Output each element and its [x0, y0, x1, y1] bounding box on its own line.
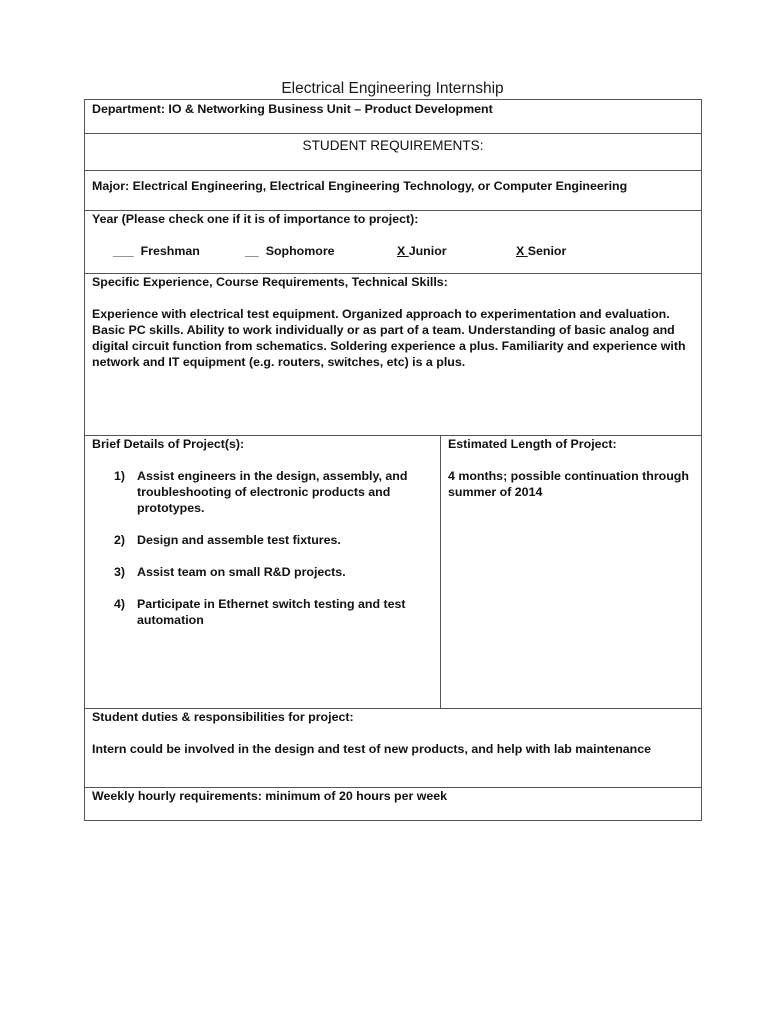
major-cell: Major: Electrical Engineering, Electrical Engineering Technology, or Computer Engineering	[85, 171, 702, 211]
year-option-junior	[397, 243, 447, 259]
project-length-cell	[441, 436, 702, 709]
duties-label: Student duties & responsibilities for project:	[92, 710, 354, 724]
year-name-senior: Senior	[527, 244, 567, 258]
project-list	[92, 468, 433, 628]
year-name-sophomore: Sophomore	[265, 244, 335, 258]
duties-text: Intern could be involved in the design and test of new products, and help with lab maintenance	[92, 742, 652, 756]
year-option-sophomore	[245, 243, 335, 259]
year-name-junior: Junior	[408, 244, 447, 258]
project-details-cell	[85, 436, 441, 709]
project-length-label: Estimated Length of Project:	[448, 437, 617, 451]
list-item: 1) Assist engineers in the design, assembly, and troubleshooting of electronic products and prototypes.	[114, 469, 408, 515]
year-mark-sophomore: __	[245, 244, 259, 258]
weekly-hours-cell: Weekly hourly requirements: minimum of 20 hours per week	[85, 788, 702, 821]
document-title: Electrical Engineering Internship	[281, 80, 504, 97]
year-cell	[85, 211, 702, 274]
student-requirements-heading: STUDENT REQUIREMENTS:	[85, 134, 702, 171]
list-item: 4) Participate in Ethernet switch testing and test automation	[114, 597, 406, 627]
year-label: Year (Please check one if it is of importance to project):	[92, 212, 419, 226]
experience-text: Experience with electrical test equipment. Organized approach to experimentation and evaluation. Basic PC skills. Ability to work individually or as part of a team. Understanding of basic analog and digital circuit function from schematics. Soldering experience a plus. Familiarity and experience with network and IT equipment (e.g. routers, switches, etc) is a plus.	[92, 307, 686, 369]
internship-form-table	[84, 99, 702, 821]
project-length-text: 4 months; possible continuation through summer of 2014	[448, 469, 689, 499]
year-name-freshman: Freshman	[140, 244, 200, 258]
year-options	[92, 243, 694, 259]
experience-label: Specific Experience, Course Requirements, Technical Skills:	[92, 275, 448, 289]
year-mark-junior: X	[397, 244, 406, 258]
project-details-label: Brief Details of Project(s):	[92, 437, 245, 451]
year-option-freshman	[113, 243, 200, 259]
experience-cell	[85, 274, 702, 436]
year-mark-senior: X	[516, 244, 525, 258]
list-item: 2) Design and assemble test fixtures.	[114, 533, 341, 547]
department-cell: Department: IO & Networking Business Unit – Product Development	[85, 100, 702, 134]
duties-cell	[85, 709, 702, 788]
year-mark-freshman: ___	[113, 244, 134, 258]
list-item: 3) Assist team on small R&D projects.	[114, 565, 346, 579]
year-option-senior	[516, 243, 566, 259]
